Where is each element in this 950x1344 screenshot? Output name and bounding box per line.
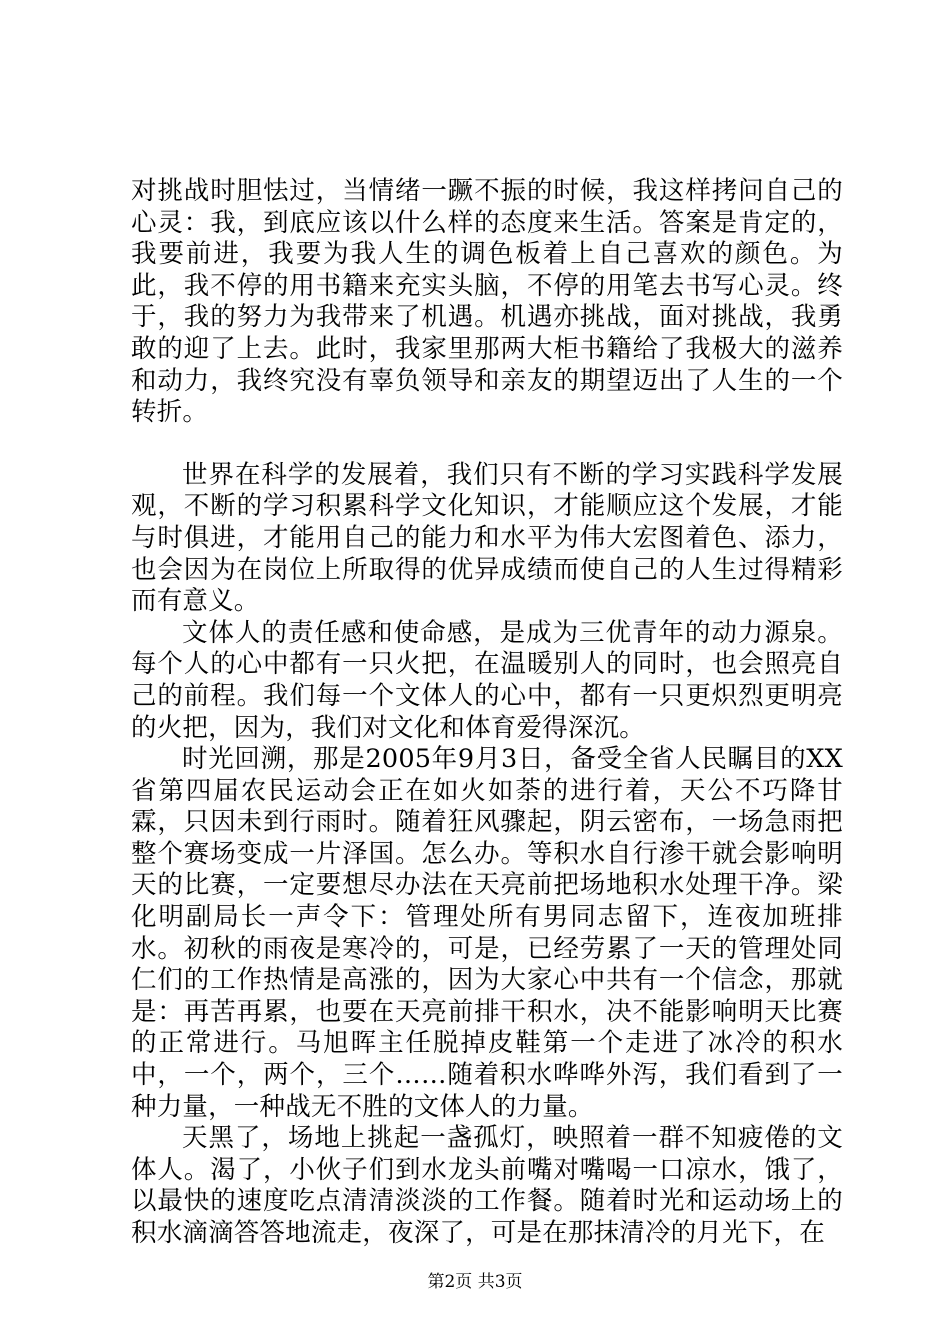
page-number-label: 第2页 共3页 bbox=[427, 1272, 523, 1292]
paragraph-4: 时光回溯，那是2005年9月3日，备受全省人民瞩目的XX省第四届农民运动会正在如火如荼的进行着，天公不巧降甘霖，只因未到行雨时。随着狂风骤起，阴云密布，一场急雨把整个赛场变成一片泽国。怎么办。等积水自行渗干就会影响明天的比赛，一定要想尽办法在天亮前把场地积水处理干净。梁化明副局长一声令下：管理处所有男同志留下，连夜加班排水。初秋的雨夜是寒冷的，可是，已经劳累了一天的管理处同仁们的工作热情是高涨的，因为大家心中共有一个信念，那就是：再苦再累，也要在天亮前排干积水，决不能影响明天比赛的正常进行。马旭晖主任脱掉皮鞋第一个走进了冰冷的积水中，一个，两个，三个……随着积水哗哗外泻，我们看到了一种力量，一种战无不胜的文体人的力量。 bbox=[131, 744, 843, 1122]
document-body bbox=[131, 176, 843, 1250]
paragraph-2: 世界在科学的发展着，我们只有不断的学习实践科学发展观，不断的学习积累科学文化知识，才能顺应这个发展，才能与时俱进，才能用自己的能力和水平为伟大宏图着色、添力，也会因为在岗位上所取得的优异成绩而使自己的人生过得精彩而有意义。 bbox=[131, 459, 843, 617]
paragraph-1: 对挑战时胆怯过，当情绪一蹶不振的时候，我这样拷问自己的心灵：我，到底应该以什么样的态度来生活。答案是肯定的，我要前进，我要为我人生的调色板着上自己喜欢的颜色。为此，我不停的用书籍来充实头脑，不停的用笔去书写心灵。终于，我的努力为我带来了机遇。机遇亦挑战，面对挑战，我勇敢的迎了上去。此时，我家里那两大柜书籍给了我极大的滋养和动力，我终究没有辜负领导和亲友的期望迈出了人生的一个转折。 bbox=[131, 176, 843, 428]
paragraph-5: 天黑了，场地上挑起一盏孤灯，映照着一群不知疲倦的文体人。渴了，小伙子们到水龙头前嘴对嘴喝一口凉水，饿了，以最快的速度吃点清清淡淡的工作餐。随着时光和运动场上的积水滴滴答答地流走，夜深了，可是在那抹清冷的月光下，在 bbox=[131, 1123, 843, 1248]
page-footer bbox=[0, 1271, 950, 1293]
paragraph-3: 文体人的责任感和使命感，是成为三优青年的动力源泉。每个人的心中都有一只火把，在温暖别人的同时，也会照亮自己的前程。我们每一个文体人的心中，都有一只更炽烈更明亮的火把，因为，我们对文化和体育爱得深沉。 bbox=[131, 617, 843, 743]
